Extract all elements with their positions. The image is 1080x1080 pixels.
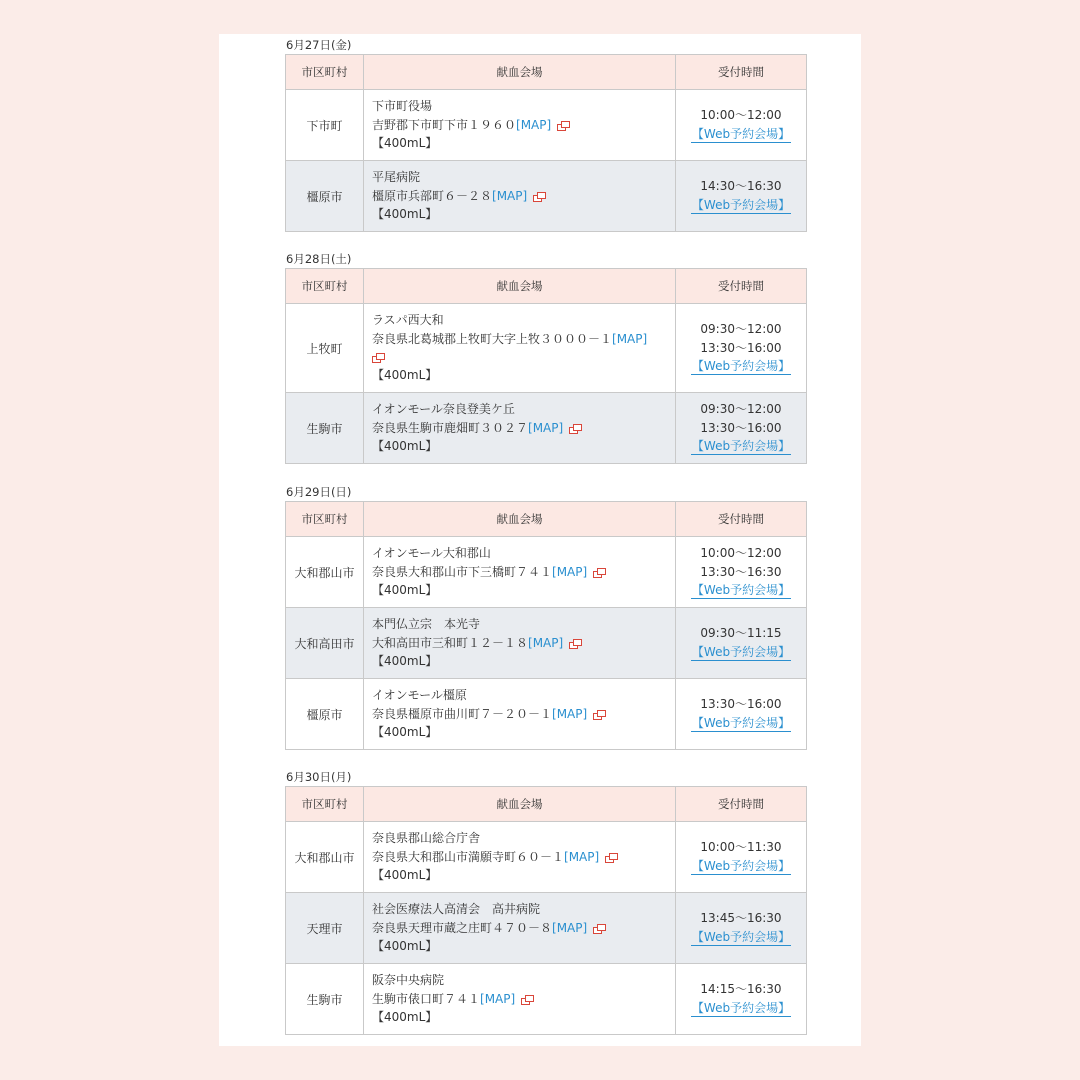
volume-label: 【400mL】 — [372, 136, 438, 151]
volume-label: 【400mL】 — [372, 207, 438, 222]
venue-address: 奈良県大和郡山市下三橋町７４１ — [372, 564, 553, 579]
map-link[interactable]: [MAP] — [480, 991, 516, 1006]
reception-time: 13:30～16:00 — [700, 697, 782, 712]
map-link[interactable]: [MAP] — [528, 635, 564, 650]
header-venue: 献血会場 — [364, 787, 676, 822]
table-header-row — [286, 55, 807, 90]
city-cell: 下市町 — [286, 90, 364, 161]
volume-label: 【400mL】 — [372, 654, 438, 669]
schedule-panel — [219, 34, 861, 1046]
reception-time: 10:00～11:30 — [700, 840, 782, 855]
reception-time: 14:30～16:30 — [700, 179, 782, 194]
table-row — [286, 679, 807, 750]
venue-cell — [364, 90, 676, 161]
time-cell — [676, 608, 807, 679]
reception-time: 09:30～12:00 — [700, 322, 782, 337]
time-cell — [676, 893, 807, 964]
map-link[interactable]: [MAP] — [516, 117, 552, 132]
time-cell — [676, 161, 807, 232]
venue-cell — [364, 608, 676, 679]
table-row — [286, 304, 807, 393]
table-row — [286, 822, 807, 893]
venue-name: ラスパ西大和 — [372, 313, 444, 328]
map-link[interactable]: [MAP] — [552, 706, 588, 721]
header-city: 市区町村 — [286, 502, 364, 537]
schedule-table — [285, 786, 807, 1035]
venue-address: 橿原市兵部町６－２８ — [372, 188, 493, 203]
web-reservation-link[interactable]: 【Web予約会場】 — [691, 930, 791, 944]
table-row — [286, 893, 807, 964]
header-city: 市区町村 — [286, 55, 364, 90]
reception-time: 09:30～12:00 — [700, 402, 782, 417]
table-header-row — [286, 502, 807, 537]
external-link-icon[interactable] — [557, 121, 569, 130]
section-date: 6月30日(月) — [286, 770, 352, 784]
venue-address: 奈良県北葛城郡上牧町大字上牧３０００－１ — [372, 331, 613, 346]
venue-address: 奈良県大和郡山市満願寺町６０－１ — [372, 849, 565, 864]
header-time: 受付時間 — [676, 787, 807, 822]
time-cell — [676, 393, 807, 464]
city-cell: 生駒市 — [286, 393, 364, 464]
map-link[interactable]: [MAP] — [612, 331, 648, 346]
external-link-icon[interactable] — [533, 192, 545, 201]
table-row — [286, 537, 807, 608]
venue-cell — [364, 304, 676, 393]
header-venue: 献血会場 — [364, 502, 676, 537]
reception-time: 13:30～16:30 — [700, 564, 782, 579]
city-cell: 大和郡山市 — [286, 822, 364, 893]
table-row — [286, 964, 807, 1035]
table-header-row — [286, 787, 807, 822]
web-reservation-link[interactable]: 【Web予約会場】 — [691, 1001, 791, 1015]
reception-time: 10:00～12:00 — [700, 108, 782, 123]
table-row — [286, 90, 807, 161]
venue-cell — [364, 393, 676, 464]
reception-time: 09:30～11:15 — [700, 626, 782, 641]
venue-address: 生駒市俵口町７４１ — [372, 991, 481, 1006]
external-link-icon[interactable] — [593, 710, 605, 719]
header-time: 受付時間 — [676, 502, 807, 537]
venue-cell — [364, 893, 676, 964]
venue-cell — [364, 537, 676, 608]
city-cell: 橿原市 — [286, 161, 364, 232]
web-reservation-link[interactable]: 【Web予約会場】 — [691, 127, 791, 141]
venue-address: 大和高田市三和町１２－１８ — [372, 635, 529, 650]
header-time: 受付時間 — [676, 269, 807, 304]
reception-time: 13:30～16:00 — [700, 340, 782, 355]
header-city: 市区町村 — [286, 269, 364, 304]
city-cell: 上牧町 — [286, 304, 364, 393]
time-cell — [676, 964, 807, 1035]
venue-name: イオンモール大和郡山 — [372, 546, 491, 561]
web-reservation-link[interactable]: 【Web予約会場】 — [691, 583, 791, 598]
venue-name: イオンモール奈良登美ケ丘 — [372, 402, 515, 417]
venue-name: 本門仏立宗 本光寺 — [372, 617, 481, 632]
venue-address: 奈良県天理市蔵之庄町４７０－８ — [372, 920, 553, 935]
venue-name: 阪奈中央病院 — [372, 973, 445, 988]
map-link[interactable]: [MAP] — [492, 188, 528, 203]
web-reservation-link[interactable]: 【Web予約会場】 — [691, 359, 791, 374]
venue-name: 平尾病院 — [372, 170, 421, 185]
table-row — [286, 393, 807, 464]
time-cell — [676, 90, 807, 161]
section-date: 6月29日(日) — [286, 485, 352, 499]
section-date: 6月28日(土) — [286, 252, 352, 266]
volume-label: 【400mL】 — [372, 939, 438, 954]
external-link-icon[interactable] — [593, 924, 605, 933]
volume-label: 【400mL】 — [372, 1010, 438, 1025]
header-venue: 献血会場 — [364, 55, 676, 90]
external-link-icon[interactable] — [593, 568, 605, 577]
volume-label: 【400mL】 — [372, 439, 438, 454]
venue-address: 奈良県生駒市鹿畑町３０２７ — [372, 420, 529, 435]
web-reservation-link[interactable]: 【Web予約会場】 — [691, 198, 791, 212]
time-cell — [676, 537, 807, 608]
schedule-table — [285, 501, 807, 750]
reception-time: 13:30～16:00 — [700, 420, 782, 435]
volume-label: 【400mL】 — [372, 725, 438, 740]
venue-cell — [364, 964, 676, 1035]
external-link-icon[interactable] — [605, 853, 617, 862]
city-cell: 生駒市 — [286, 964, 364, 1035]
web-reservation-link[interactable]: 【Web予約会場】 — [691, 645, 791, 659]
map-link[interactable]: [MAP] — [552, 920, 588, 935]
time-cell — [676, 679, 807, 750]
volume-label: 【400mL】 — [372, 868, 438, 883]
time-cell — [676, 304, 807, 393]
web-reservation-link[interactable]: 【Web予約会場】 — [691, 859, 791, 873]
web-reservation-link[interactable]: 【Web予約会場】 — [691, 439, 791, 454]
reception-time: 10:00～12:00 — [700, 546, 782, 561]
map-link[interactable]: [MAP] — [552, 564, 588, 579]
venue-name: イオンモール橿原 — [372, 688, 467, 703]
table-header-row — [286, 269, 807, 304]
city-cell: 大和郡山市 — [286, 537, 364, 608]
venue-cell — [364, 822, 676, 893]
header-time: 受付時間 — [676, 55, 807, 90]
table-row — [286, 608, 807, 679]
reception-time: 14:15～16:30 — [700, 982, 782, 997]
external-link-icon[interactable] — [521, 995, 533, 1004]
reception-time: 13:45～16:30 — [700, 911, 782, 926]
venue-cell — [364, 161, 676, 232]
table-row — [286, 161, 807, 232]
venue-name: 奈良県郡山総合庁舎 — [372, 831, 481, 846]
venue-name: 社会医療法人高清会 高井病院 — [372, 902, 541, 917]
venue-name: 下市町役場 — [372, 99, 433, 114]
external-link-icon[interactable] — [372, 353, 384, 362]
volume-label: 【400mL】 — [372, 583, 438, 598]
venue-address: 奈良県橿原市曲川町７－２０－１ — [372, 706, 553, 721]
city-cell: 天理市 — [286, 893, 364, 964]
external-link-icon[interactable] — [569, 424, 581, 433]
external-link-icon[interactable] — [569, 639, 581, 648]
venue-address: 吉野郡下市町下市１９６０ — [372, 117, 517, 132]
time-cell — [676, 822, 807, 893]
web-reservation-link[interactable]: 【Web予約会場】 — [691, 716, 791, 730]
map-link[interactable]: [MAP] — [528, 420, 564, 435]
schedule-table — [285, 54, 807, 232]
section-date: 6月27日(金) — [286, 38, 352, 52]
schedule-table — [285, 268, 807, 464]
header-city: 市区町村 — [286, 787, 364, 822]
volume-label: 【400mL】 — [372, 368, 438, 383]
header-venue: 献血会場 — [364, 269, 676, 304]
city-cell: 大和高田市 — [286, 608, 364, 679]
city-cell: 橿原市 — [286, 679, 364, 750]
venue-cell — [364, 679, 676, 750]
map-link[interactable]: [MAP] — [564, 849, 600, 864]
